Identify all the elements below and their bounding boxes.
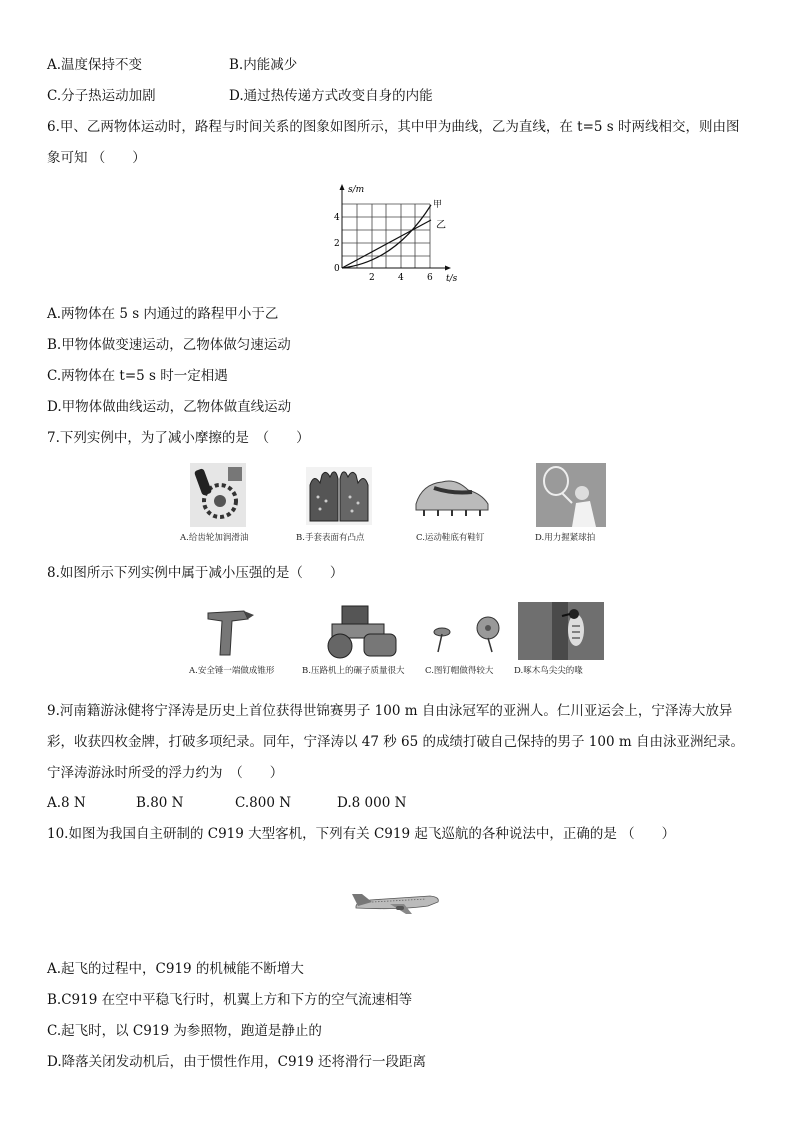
running-shoe-photo <box>412 470 492 522</box>
safety-hammer-photo <box>200 607 256 659</box>
graph-ylabel: s/m <box>348 185 365 195</box>
q6-option-d: D.甲物体做曲线运动，乙物体做直线运动 <box>47 399 292 415</box>
q8-caption-d: D.啄木鸟尖尖的喙 <box>514 666 583 676</box>
graph-label-yi: 乙 <box>436 220 446 231</box>
q10-option-d: D.降落关闭发动机后，由于惯性作用，C919 还将滑行一段距离 <box>47 1054 427 1070</box>
tennis-player-photo <box>536 463 606 527</box>
q9-option-b: B.80 N <box>136 795 184 811</box>
line-yi <box>342 220 431 268</box>
q9-option-d: D.8 000 N <box>337 795 407 811</box>
graph-xtick-6: 6 <box>427 273 433 282</box>
q5-option-b: B.内能减少 <box>229 57 298 73</box>
q6-option-b: B.甲物体做变速运动，乙物体做匀速运动 <box>47 337 291 353</box>
q6-option-a: A.两物体在 5 s 内通过的路程甲小于乙 <box>47 306 279 322</box>
q10-option-c: C.起飞时，以 C919 为参照物，跑道是静止的 <box>47 1023 322 1039</box>
q6-stem-line1: 6.甲、乙两物体运动时，路程与时间关系的图象如图所示，其中甲为曲线，乙为直线，在 t=5 s 时两线相交，则由图 <box>47 119 740 135</box>
graph-label-jia: 甲 <box>433 200 443 210</box>
q9-option-a: A.8 N <box>47 795 86 811</box>
q9-stem-line1: 9.河南籍游泳健将宁泽涛是历史上首位获得世锦赛男子 100 m 自由泳冠军的亚洲人。仁川亚运会上，宁泽涛大放异 <box>47 703 733 719</box>
graph-xlabel: t/s <box>446 274 458 282</box>
q5-option-c: C.分子热运动加剧 <box>47 88 156 104</box>
q8-caption-b: B.压路机上的碾子质量很大 <box>302 666 405 676</box>
q10-stem: 10.如图为我国自主研制的 C919 大型客机，下列有关 C919 起飞巡航的各种说法中，正确的是 （ ） <box>47 826 676 842</box>
q9-stem-line2: 彩，收获四枚金牌，打破多项纪录。同年，宁泽涛以 47 秒 65 的成绩打破自己保持的男子 100 m 自由泳亚洲纪录。 <box>47 734 744 750</box>
graph-ytick-0: 0 <box>334 264 340 274</box>
thumbtacks-photo <box>428 614 504 654</box>
q7-stem: 7.下列实例中，为了减小摩擦的是 （ ） <box>47 430 310 446</box>
q6-option-c: C.两物体在 t=5 s 时一定相遇 <box>47 368 228 384</box>
q7-caption-a: A.给齿轮加润滑油 <box>180 533 249 543</box>
woodpecker-photo <box>518 602 604 660</box>
q5-option-a: A.温度保持不变 <box>47 57 143 73</box>
c919-airplane-photo <box>350 888 442 916</box>
gloves-photo <box>306 467 372 525</box>
q8-caption-a: A.安全锤一端做成锥形 <box>189 666 275 676</box>
q7-caption-d: D.用力握紧球拍 <box>535 533 596 543</box>
road-roller-photo <box>318 602 400 660</box>
graph-xtick-2: 2 <box>369 273 375 282</box>
q5-option-d: D.通过热传递方式改变自身的内能 <box>229 88 433 104</box>
gear-lubricant-photo <box>190 463 246 527</box>
q8-caption-c: C.图钉帽做得较大 <box>425 666 494 676</box>
q10-option-a: A.起飞的过程中，C919 的机械能不断增大 <box>47 961 304 977</box>
q7-caption-c: C.运动鞋底有鞋钉 <box>416 533 485 543</box>
q6-stem-line2: 象可知 （ ） <box>47 150 146 166</box>
q7-caption-b: B.手套表面有凸点 <box>296 533 365 543</box>
q9-stem-line3: 宁泽涛游泳时所受的浮力约为 （ ） <box>47 765 284 781</box>
curve-jia <box>342 205 431 268</box>
graph-ytick-4: 4 <box>334 213 340 223</box>
q8-stem: 8.如图所示下列实例中属于减小压强的是（ ） <box>47 565 344 581</box>
st-graph <box>330 182 465 282</box>
q10-option-b: B.C919 在空中平稳飞行时，机翼上方和下方的空气流速相等 <box>47 992 413 1008</box>
graph-ytick-2: 2 <box>334 239 340 249</box>
q9-option-c: C.800 N <box>235 795 292 811</box>
graph-xtick-4: 4 <box>398 273 404 282</box>
